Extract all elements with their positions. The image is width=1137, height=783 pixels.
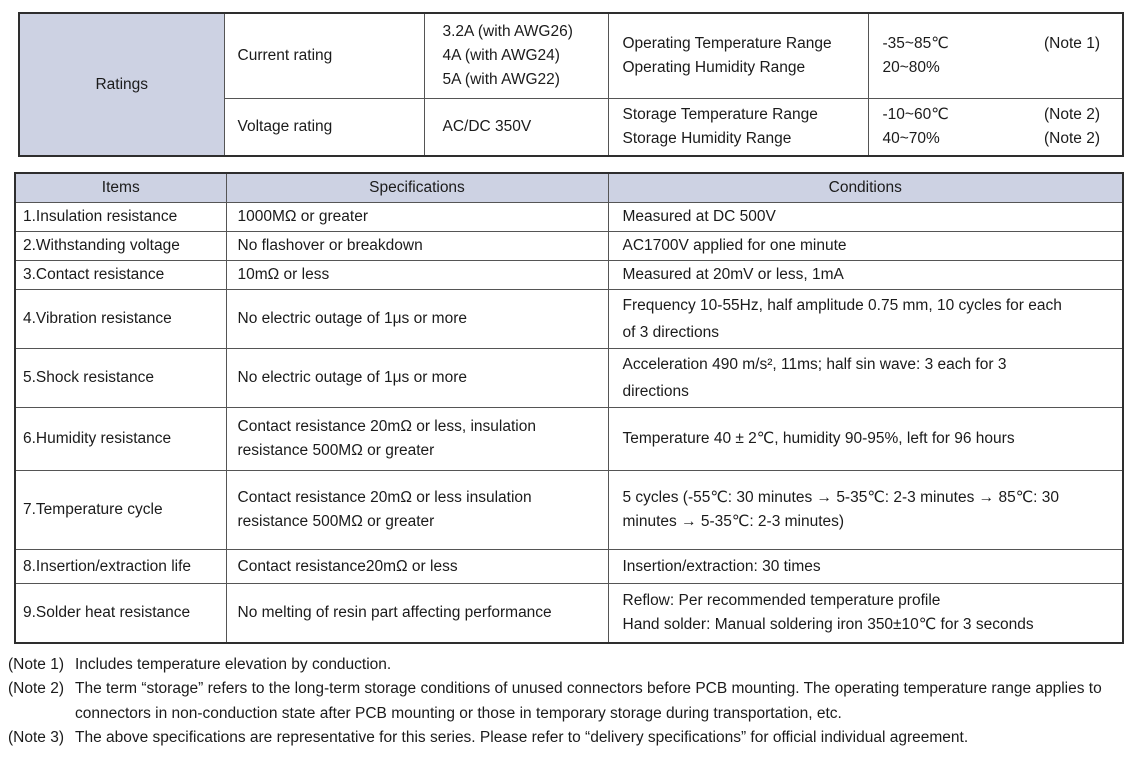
- note-2: [8, 677, 1120, 726]
- condition-line-reflow: Reflow: Per recommended temperature profile: [622, 591, 941, 609]
- operating-temperature-value-line: [883, 32, 1101, 56]
- operating-temperature-value: -35~85℃: [882, 34, 949, 52]
- item-cell: 9.Solder heat resistance: [15, 584, 226, 643]
- table-row-vibration-resistance: [15, 290, 1123, 349]
- note-3-text: The above specifications are representative for this series. Please refer to “delivery specifications” for official individual agreement.: [75, 729, 969, 746]
- ratings-row-current: [19, 13, 1123, 98]
- storage-temperature-range-label: Storage Temperature Range: [622, 105, 818, 123]
- notes-section: [8, 653, 1120, 751]
- note-1: [8, 653, 1120, 678]
- current-rating-awg22: 5A (with AWG22): [442, 70, 560, 88]
- note-3-label: (Note 3): [8, 729, 64, 746]
- item-cell: 6.Humidity resistance: [15, 408, 226, 471]
- storage-humidity-note-ref: (Note 2): [1044, 129, 1100, 147]
- condition-cell: Frequency 10-55Hz, half amplitude 0.75 mm, 10 cycles for each of 3 directions: [608, 290, 1123, 349]
- storage-range-values: [868, 98, 1123, 156]
- storage-humidity-range-label: Storage Humidity Range: [622, 129, 792, 147]
- operating-range-labels: [608, 13, 868, 98]
- item-cell: 7.Temperature cycle: [15, 471, 226, 550]
- table-row-shock-resistance: [15, 349, 1123, 408]
- item-cell: 1.Insulation resistance: [15, 203, 226, 232]
- storage-humidity-value: 40~70%: [882, 129, 940, 147]
- note-2-label: (Note 2): [8, 680, 64, 697]
- condition-cell: Insertion/extraction: 30 times: [608, 550, 1123, 584]
- note-1-text: Includes temperature elevation by conduction.: [75, 655, 392, 673]
- voltage-rating-label: Voltage rating: [224, 98, 424, 156]
- operating-temperature-range-label: Operating Temperature Range: [622, 34, 832, 52]
- voltage-rating-values: [424, 98, 608, 156]
- operating-humidity-value: 20~80%: [882, 58, 940, 76]
- table-row-humidity-resistance: [15, 408, 1123, 471]
- spec-cell: No melting of resin part affecting performance: [226, 584, 608, 643]
- storage-temperature-value: -10~60℃: [882, 105, 949, 123]
- storage-temperature-note-ref: (Note 2): [1044, 105, 1100, 123]
- spec-header-row: [15, 173, 1123, 203]
- table-row-solder-heat-resistance: [15, 584, 1123, 643]
- specifications-table: [14, 172, 1124, 644]
- spec-cell: 10mΩ or less: [226, 261, 608, 290]
- current-rating-awg26: 3.2A (with AWG26): [442, 22, 573, 40]
- note-2-text: The term “storage” refers to the long-term storage conditions of unused connectors before PCB mounting. The operating temperature range applies to connectors in non-conduction state after PCB mounting or those in temporary storage during transportation, etc.: [75, 680, 1102, 722]
- ratings-header-cell: Ratings: [19, 13, 224, 156]
- ratings-table: [18, 12, 1124, 157]
- item-cell: 5.Shock resistance: [15, 349, 226, 408]
- storage-humidity-value-line: [883, 127, 1101, 151]
- conditions-column-header: Conditions: [608, 173, 1123, 203]
- condition-cell: Measured at 20mV or less, 1mA: [608, 261, 1123, 290]
- item-cell: 3.Contact resistance: [15, 261, 226, 290]
- item-cell: 8.Insertion/extraction life: [15, 550, 226, 584]
- spec-cell: Contact resistance20mΩ or less: [226, 550, 608, 584]
- specifications-column-header: Specifications: [226, 173, 608, 203]
- operating-range-values: [868, 13, 1123, 98]
- spec-cell: No electric outage of 1μs or more: [226, 349, 608, 408]
- spec-cell: No flashover or breakdown: [226, 232, 608, 261]
- table-row-insulation-resistance: [15, 203, 1123, 232]
- current-rating-label: Current rating: [224, 13, 424, 98]
- table-row-insertion-extraction-life: [15, 550, 1123, 584]
- storage-range-labels: [608, 98, 868, 156]
- spec-cell: Contact resistance 20mΩ or less insulation resistance 500MΩ or greater: [226, 471, 608, 550]
- current-rating-values: [424, 13, 608, 98]
- table-row-contact-resistance: [15, 261, 1123, 290]
- item-cell: 4.Vibration resistance: [15, 290, 226, 349]
- items-column-header: Items: [15, 173, 226, 203]
- condition-cell: [608, 584, 1123, 643]
- note-1-label: (Note 1): [8, 655, 64, 673]
- spec-cell: No electric outage of 1μs or more: [226, 290, 608, 349]
- storage-temperature-value-line: [883, 103, 1101, 127]
- note-3: [8, 726, 1120, 751]
- condition-cell: AC1700V applied for one minute: [608, 232, 1123, 261]
- condition-cell: 5 cycles (-55℃: 30 minutes → 5-35℃: 2-3 minutes → 85℃: 30 minutes → 5-35℃: 2-3 minutes): [608, 471, 1123, 550]
- condition-cell: Measured at DC 500V: [608, 203, 1123, 232]
- spec-cell: 1000MΩ or greater: [226, 203, 608, 232]
- spec-cell: Contact resistance 20mΩ or less, insulation resistance 500MΩ or greater: [226, 408, 608, 471]
- item-cell: 2.Withstanding voltage: [15, 232, 226, 261]
- operating-temperature-note-ref: (Note 1): [1044, 34, 1100, 52]
- table-row-temperature-cycle: [15, 471, 1123, 550]
- voltage-rating-value: AC/DC 350V: [442, 117, 532, 135]
- condition-cell: Temperature 40 ± 2℃, humidity 90-95%, left for 96 hours: [608, 408, 1123, 471]
- operating-humidity-range-label: Operating Humidity Range: [622, 58, 806, 76]
- condition-line-hand-solder: Hand solder: Manual soldering iron 350±10℃ for 3 seconds: [622, 615, 1034, 633]
- current-rating-awg24: 4A (with AWG24): [442, 46, 560, 64]
- table-row-withstanding-voltage: [15, 232, 1123, 261]
- operating-humidity-value-line: [883, 56, 1101, 80]
- condition-cell: Acceleration 490 m/s², 11ms; half sin wave: 3 each for 3 directions: [608, 349, 1123, 408]
